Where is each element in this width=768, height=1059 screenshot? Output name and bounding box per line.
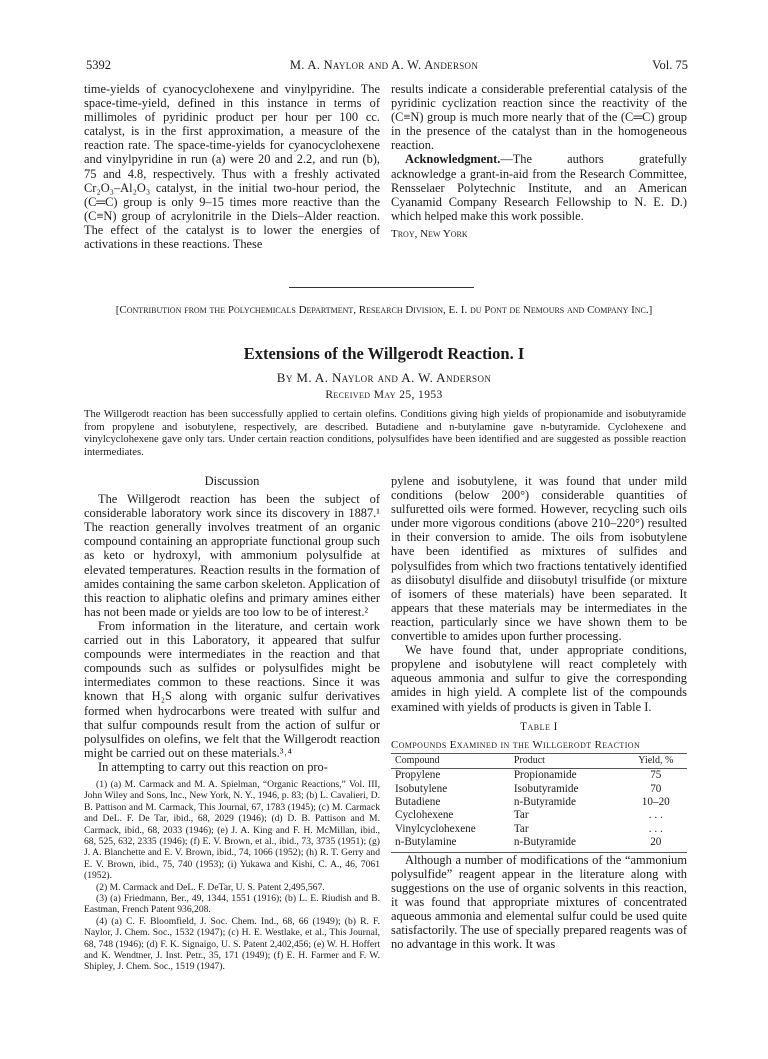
table-row bbox=[391, 809, 687, 822]
acknowledgment-heading: Acknowledgment. bbox=[405, 152, 501, 167]
reference-item: (1) (a) M. Carmack and M. A. Spielman, “Organic Reactions,” Vol. III, John Wiley and Sons, Inc., New York, N. Y., 1946, p. 83; (b) L. Cavalieri, D. B. Pattison and M. Carmack, This Journal, 67, 1783 (1945); (c) M. Carmack and DeL. F. De Tar, ibid., 68, 2029 (1946); (d) D. B. Pattison and M. Carmack, ibid., 68, 2033 (1946); (e) J. A. King and F. H. McMillan, ibid., 68, 525, 632, 2335 (1946); (f) E. V. Brown, et al., ibid., 73, 3735 (1951); (g) J. A. Blanchette and E. V. Brown, ibid., 74, 1066 (1952); (h) R. T. Gerry and E. V. Brown, ibid., 75, 740 (1953); (i) Yukawa and Kishi, C. A., 46, 7061 (1952). bbox=[84, 778, 380, 882]
table-cell: 20 bbox=[625, 836, 687, 852]
table-cell: Isobutyramide bbox=[513, 782, 579, 795]
table-cell: Propionamide bbox=[513, 769, 577, 782]
previous-article-right-column bbox=[391, 82, 687, 241]
table-cell: Vinylcyclohexene bbox=[395, 822, 476, 835]
previous-article-text: time-yields of cyanocyclohexene and vinylpyridine. The space-time-yield, defined in this instance in terms of millimoles of pyridinic product per hour per 100 cc. catalyst, is in the first approximation, a measure of the reaction rate. The space-time-yields for cyanocyclohexene and vinylpyridine in run (a) were 20 and 2.2, and run (b), 75 and 4.8, respectively. Thus with a freshly activated Cr₂O₃–Al₂O₃ catalyst, in the initial two-hour period, the (C═C) group is only 9–15 times more reactive than the (C≡N) group of acrylonitrile in the Diels–Alder reaction. The effect of the catalyst is to lower the energies of activations in these reactions. These bbox=[84, 82, 380, 252]
table-row bbox=[391, 823, 687, 836]
discussion-heading: Discussion bbox=[204, 474, 260, 488]
discussion-paragraph-3: In attempting to carry out this reaction on pro- bbox=[98, 759, 328, 774]
table-caption: Compounds Examined in the Willgerodt Reaction bbox=[391, 738, 687, 754]
discussion-paragraph-r1: pylene and isobutylene, it was found that under mild conditions (below 200°) considerable quantities of sulfuretted oils were formed. However, recycling such oils under more vigorous conditions (above 210–220°) resulted in their conversion to amide. The oils from isobutylene have been identified as mixtures of sulfides and polysulfides from which two fractions tentatively identified as diisobutyl disulfide and diisobutyl trisulfide (or mixture of isomers of these materials) have been separated. It appears that these materials may be intermediates in the reaction, particularly since we have shown them to be convertible to amides upon further processing. bbox=[391, 474, 687, 644]
table-cell: . . . bbox=[648, 822, 663, 835]
table-cell: Tar bbox=[513, 822, 529, 835]
previous-article-left-column bbox=[84, 82, 380, 251]
column-header: Yield, % bbox=[625, 754, 687, 769]
table-cell: . . . bbox=[648, 809, 663, 822]
volume-label: Vol. 75 bbox=[652, 58, 688, 72]
table-cell: Butadiene bbox=[395, 796, 441, 808]
discussion-left-column bbox=[84, 474, 380, 973]
reference-item: (4) (a) C. F. Bloomfield, J. Soc. Chem. Ind., 68, 66 (1949); (b) R. F. Naylor, J. Chem. Soc., 1532 (1947); (c) H. E. Westlake, et al., This Journal, 68, 748 (1946); (d) F. K. Signaigo, U. S. Patent 2,402,456; (e) W. H. Hoffert and K. Wendtner, J. Inst. Petr., 35, 171 (1949); (f) E. H. Farmer and F. W. Shipley, J. Chem. Soc., 1519 (1947). bbox=[84, 915, 380, 973]
table-cell: Isobutylene bbox=[395, 782, 448, 795]
table-cell: Cyclohexene bbox=[395, 809, 454, 822]
table-cell: n-Butyramide bbox=[514, 836, 625, 852]
table-cell: 75 bbox=[650, 769, 662, 782]
table-row bbox=[391, 783, 687, 796]
table-header-row bbox=[391, 754, 687, 769]
table-row bbox=[391, 836, 687, 852]
article-title: Extensions of the Willgerodt Reaction. I bbox=[243, 344, 525, 363]
table-row bbox=[391, 796, 687, 809]
contribution-note: [Contribution from the Polychemicals Department, Research Division, E. I. du Pont de Nemours and Company Inc.] bbox=[115, 304, 653, 316]
footnote-references bbox=[84, 779, 380, 973]
author-location: Troy, New York bbox=[391, 227, 468, 240]
page-number: 5392 bbox=[86, 58, 111, 72]
reference-item: (2) M. Carmack and DeL. F. DeTar, U. S. Patent 2,495,567. bbox=[96, 881, 325, 893]
previous-article-conclusion: results indicate a considerable preferential catalysis of the pyridinic cyclization reaction since the reactivity of the (C≡N) group is much more nearly that of the (C═C) group in the presence of the catalyst than in the homogeneous reaction. bbox=[391, 82, 687, 153]
table-cell: n-Butylamine bbox=[391, 836, 514, 852]
table-cell: 10–20 bbox=[641, 796, 670, 808]
acknowledgment-text: —The authors gratefully acknowledge a grant-in-aid from the Research Committee, Rensselaer Polytechnic Institute, and an American Cyanamid Company Research Fellowship to N. E. D.) which helped make this work possible. bbox=[391, 152, 687, 223]
column-header: Compound bbox=[391, 754, 514, 769]
table-cell: n-Butyramide bbox=[513, 796, 576, 808]
article-byline: By M. A. Naylor and A. W. Anderson bbox=[276, 370, 492, 385]
table-cell: 70 bbox=[650, 782, 662, 795]
table-row bbox=[391, 769, 687, 783]
running-header-authors: M. A. Naylor and A. W. Anderson bbox=[289, 58, 479, 72]
section-divider bbox=[289, 287, 474, 288]
table-cell: Propylene bbox=[395, 769, 441, 782]
discussion-paragraph-2: From information in the literature, and certain work carried out in this Laboratory, it appeared that sulfur compounds were intermediates in the reaction and that compounds such as sulfides or polysulfides might be intermediates common to these reactions. Since it was known that H₂S along with organic sulfur derivatives formed when hydrocarbons were treated with sulfur and that sulfur compounds result from the action of sulfur or polysulfides on olefins, we felt that the Willgerodt reaction might be carried out on these materials.³˒⁴ bbox=[84, 618, 380, 760]
column-header: Product bbox=[514, 754, 625, 769]
table-cell: Tar bbox=[513, 809, 529, 822]
abstract: The Willgerodt reaction has been successfully applied to certain olefins. Conditions giving high yields of propionamide and isobutyramide from propylene and isobutylene, respectively, are described. Butadiene and n-butylamine gave n-butyramide. Cyclohexene and vinylcyclohexene gave only tars. Under certain reaction conditions, polysulfides have been identified and are suggested as possible reaction intermediates. bbox=[84, 409, 686, 458]
acknowledgment-paragraph bbox=[391, 152, 687, 222]
table-title: Table I bbox=[520, 720, 558, 733]
discussion-right-column bbox=[391, 474, 687, 951]
discussion-paragraph-r2: We have found that, under appropriate conditions, propylene and isobutylene will react completely with aqueous ammonia and sulfur to give the corresponding amides in high yield. A complete list of the compounds examined with yields of products is given in Table I. bbox=[391, 643, 687, 714]
discussion-paragraph-1: The Willgerodt reaction has been the subject of considerable laboratory work since its discovery in 1887.¹ The reaction generally involves treatment of an organic compound containing an appropriate functional group such as keto or hydroxyl, with ammonium polysulfide at elevated temperatures. Reaction results in the formation of amides containing the same carbon skeleton. Application of this reaction to aliphatic olefins and primary amines either has not been made or yields are too low to be of interest.² bbox=[84, 492, 380, 619]
reference-item: (3) (a) Friedmann, Ber., 49, 1344, 1551 (1916); (b) L. E. Riudish and B. Eastman, French Patent 936,208. bbox=[84, 893, 380, 916]
received-date: Received May 25, 1953 bbox=[325, 389, 443, 401]
results-table bbox=[391, 754, 687, 853]
discussion-paragraph-r3: Although a number of modifications of the “ammonium polysulfide” reagent appear in the literature along with suggestions on the use of organic solvents in this reaction, it was found that appropriate mixtures of concentrated aqueous ammonia and elemental sulfur could be used quite satisfactorily. The use of specially prepared reagents was of no advantage in this work. It was bbox=[391, 852, 687, 952]
